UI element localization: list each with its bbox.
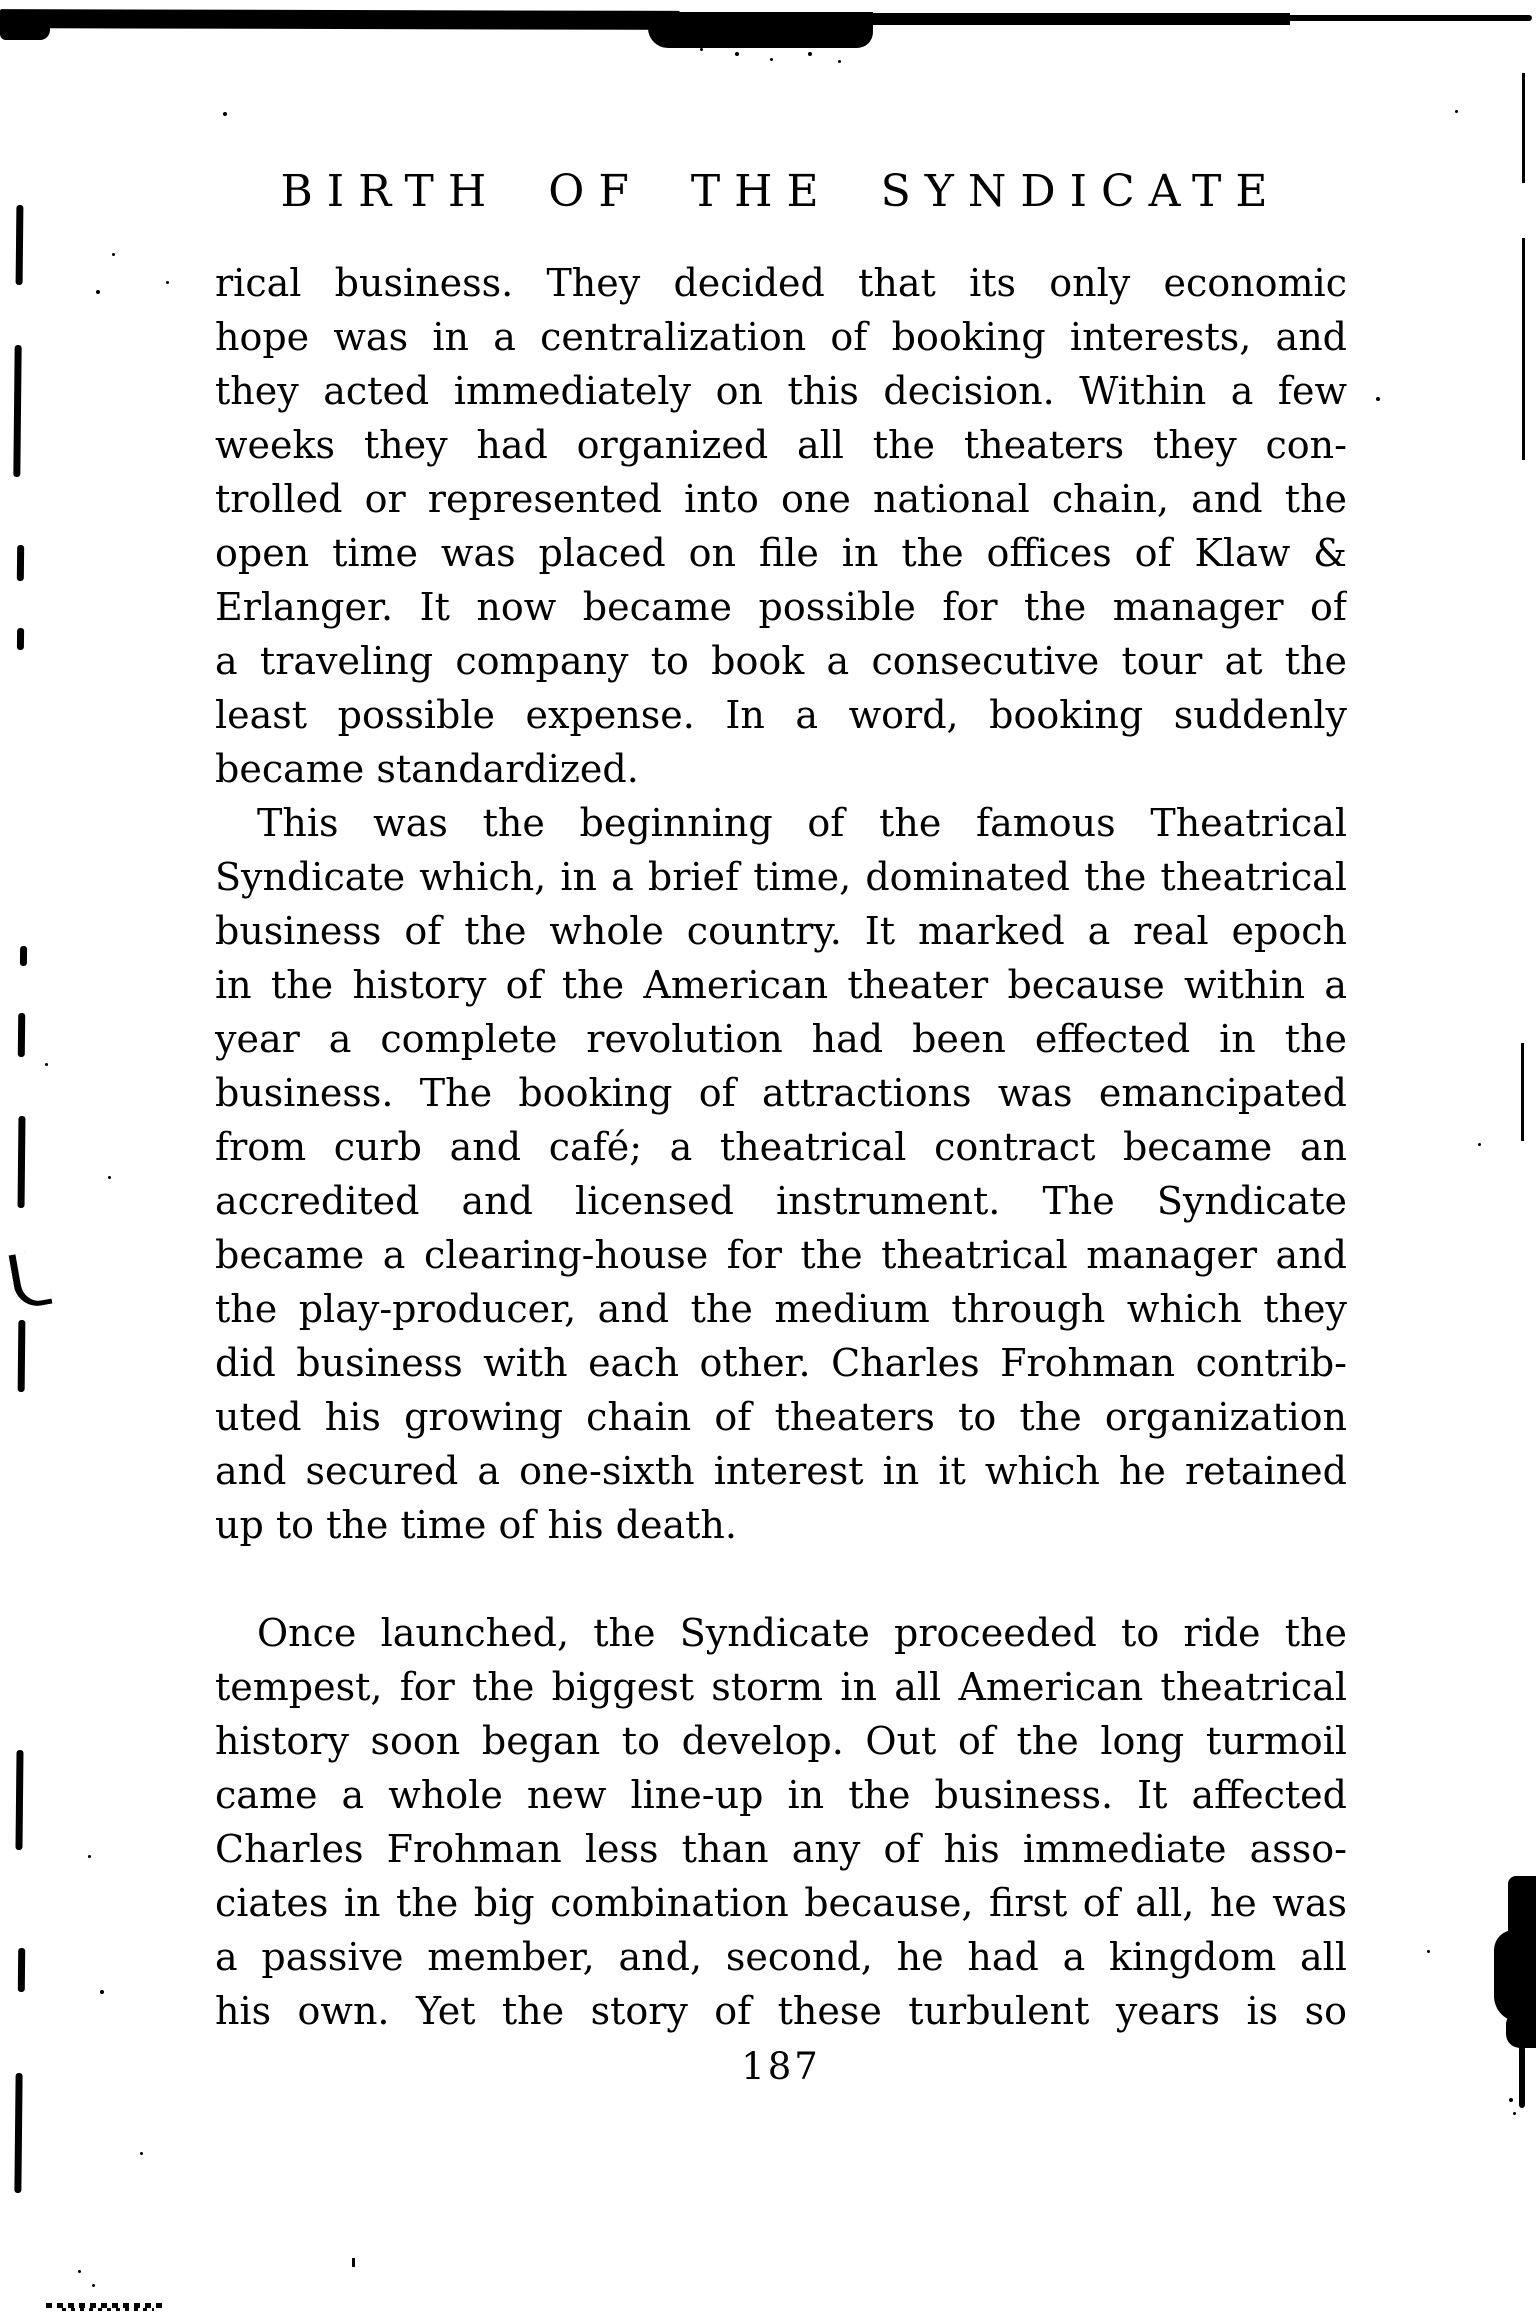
ink-blob bbox=[1506, 2014, 1536, 2048]
text-line: his own. Yet the story of these turbulent years is so bbox=[215, 1989, 1347, 2033]
scan-left-streak bbox=[14, 2073, 22, 2193]
scan-left-streak bbox=[15, 1750, 23, 1850]
scan-right-line-segment bbox=[1521, 1043, 1524, 1141]
scan-top-band-tail bbox=[1280, 15, 1532, 21]
body-text-column bbox=[215, 256, 1347, 2038]
page-title: BIRTH OF THE SYNDICATE bbox=[280, 166, 1282, 217]
scan-speck bbox=[808, 52, 812, 56]
text-line: Syndicate which, in a brief time, dominated the theatrical bbox=[215, 855, 1347, 899]
text-line: ciates in the big combination because, first of all, he was bbox=[215, 1881, 1347, 1925]
scan-speck bbox=[1513, 2112, 1516, 2115]
scan-speck bbox=[700, 48, 703, 51]
scan-left-streak bbox=[20, 946, 27, 966]
paragraph bbox=[215, 1606, 1347, 2038]
text-line: a passive member, and, second, he had a kingdom all bbox=[215, 1935, 1347, 1979]
text-line: tempest, for the biggest storm in all American theatrical bbox=[215, 1665, 1347, 1709]
paragraph bbox=[215, 796, 1347, 1552]
scan-tick-mark bbox=[352, 2258, 355, 2267]
text-line: Once launched, the Syndicate proceeded to ride the bbox=[257, 1611, 1347, 1655]
paragraph bbox=[215, 256, 1347, 796]
text-line: hope was in a centralization of booking interests, and bbox=[215, 315, 1347, 359]
scan-speck bbox=[770, 58, 773, 61]
scan-speck bbox=[45, 1063, 48, 1066]
scan-right-line-segment bbox=[1522, 73, 1525, 183]
text-line: from curb and café; a theatrical contract became an bbox=[215, 1125, 1347, 1169]
scan-top-band bbox=[0, 9, 680, 30]
text-line: This was the beginning of the famous Theatrical bbox=[257, 801, 1347, 845]
scan-speck bbox=[1455, 110, 1458, 113]
text-line: accredited and licensed instrument. The Syndicate bbox=[215, 1179, 1347, 1223]
text-line: became a clearing-house for the theatrical manager and bbox=[215, 1233, 1347, 1277]
scan-left-streak bbox=[17, 545, 24, 581]
scan-right-line-segment bbox=[1522, 238, 1525, 460]
scan-bottom-speckle-line bbox=[62, 2308, 154, 2311]
scan-top-band-left-lump bbox=[0, 12, 50, 40]
scan-left-streak bbox=[18, 1116, 26, 1208]
text-line: a traveling company to book a consecutive tour at the bbox=[215, 639, 1347, 683]
text-line: did business with each other. Charles Frohman contrib- bbox=[215, 1341, 1347, 1385]
scan-left-curl-mark bbox=[8, 1249, 52, 1309]
text-line: business of the whole country. It marked a real epoch bbox=[215, 909, 1347, 953]
text-line: came a whole new line-up in the business. It affected bbox=[215, 1773, 1347, 1817]
scan-left-streak bbox=[13, 345, 21, 477]
scan-speck bbox=[1376, 397, 1380, 401]
scan-speck bbox=[112, 253, 115, 256]
text-line: up to the time of his death. bbox=[215, 1503, 737, 1547]
page-number: 187 bbox=[741, 2045, 821, 2088]
ink-blob bbox=[1494, 1930, 1536, 2022]
scan-speck bbox=[1427, 1950, 1430, 1953]
scan-speck bbox=[96, 290, 100, 294]
scan-speck bbox=[140, 2152, 143, 2155]
scan-left-streak bbox=[18, 1013, 25, 1057]
scan-speck bbox=[1478, 1143, 1481, 1146]
scan-speck bbox=[88, 1855, 91, 1858]
scan-speck bbox=[108, 1176, 111, 1179]
text-line: open time was placed on file in the offices of Klaw & bbox=[215, 531, 1347, 575]
scan-speck bbox=[223, 112, 227, 116]
text-line: rical business. They decided that its only economic bbox=[215, 261, 1347, 305]
scan-left-streak bbox=[18, 1320, 26, 1392]
text-line: business. The booking of attractions was emancipated bbox=[215, 1071, 1347, 1115]
scan-speck bbox=[166, 281, 169, 284]
scan-speck bbox=[78, 2270, 81, 2273]
text-line: in the history of the American theater because within a bbox=[215, 963, 1347, 1007]
scan-speck bbox=[92, 2284, 95, 2287]
text-line: year a complete revolution had been effected in the bbox=[215, 1017, 1347, 1061]
scan-left-streak bbox=[16, 205, 24, 285]
text-line: uted his growing chain of theaters to the organization bbox=[215, 1395, 1347, 1439]
text-line: trolled or represented into one national chain, and the bbox=[215, 477, 1347, 521]
text-line: Charles Frohman less than any of his immediate asso- bbox=[215, 1827, 1347, 1871]
text-line: and secured a one-sixth interest in it which he retained bbox=[215, 1449, 1347, 1493]
text-line: least possible expense. In a word, booking suddenly bbox=[215, 693, 1347, 737]
scan-speck bbox=[838, 60, 841, 63]
scan-speck bbox=[1509, 2098, 1513, 2102]
scan-speck bbox=[100, 1990, 104, 1994]
text-line: they acted immediately on this decision. Within a few bbox=[215, 369, 1347, 413]
text-line: Erlanger. It now became possible for the manager of bbox=[215, 585, 1347, 629]
text-line: the play-producer, and the medium through which they bbox=[215, 1287, 1347, 1331]
scan-top-band-bulge bbox=[648, 12, 873, 48]
ink-blob-tail bbox=[1519, 2046, 1525, 2108]
scan-left-streak bbox=[17, 628, 24, 650]
scan-left-streak bbox=[18, 1948, 25, 1992]
text-line: became standardized. bbox=[215, 747, 639, 791]
text-line: weeks they had organized all the theaters they con- bbox=[215, 423, 1347, 467]
scan-top-band-thin bbox=[860, 13, 1290, 25]
text-line: history soon began to develop. Out of the long turmoil bbox=[215, 1719, 1347, 1763]
scan-speck bbox=[735, 52, 739, 56]
